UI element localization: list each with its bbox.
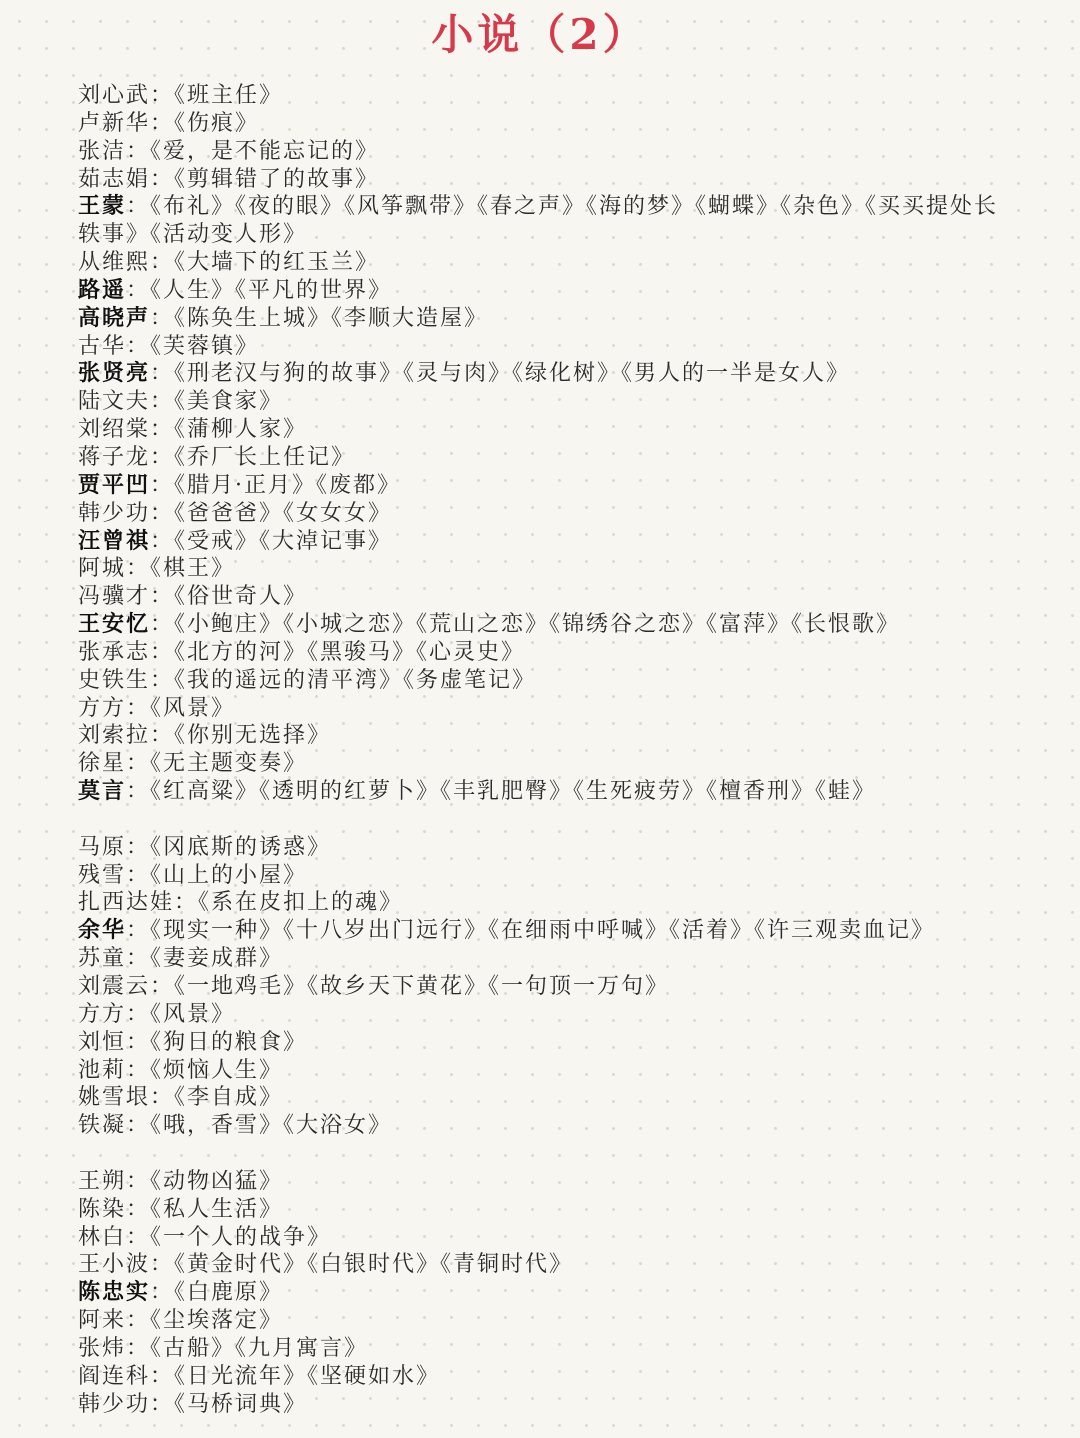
- colon-separator: ：: [126, 918, 151, 944]
- author-entry: [78, 778, 1010, 806]
- works-list: 《哦，香雪》《大浴女》: [150, 1113, 393, 1139]
- works-list: 《动物凶猛》: [150, 1168, 284, 1194]
- colon-separator: ：: [126, 1001, 151, 1027]
- colon-separator: ：: [150, 1363, 175, 1389]
- colon-separator: ：: [150, 500, 175, 526]
- author-name: 茹志娟: [78, 166, 151, 192]
- author-name: 林白: [78, 1224, 127, 1250]
- author-name: 阿来: [78, 1308, 127, 1334]
- colon-separator: ：: [126, 946, 151, 972]
- author-name: 徐星: [78, 751, 127, 777]
- colon-separator: ：: [150, 166, 175, 192]
- works-list: 《腊月·正月》《废都》: [174, 472, 402, 498]
- author-name: 刘绍棠: [78, 417, 151, 443]
- works-list: 《红高粱》《透明的红萝卜》《丰乳肥臀》《生死疲劳》《檀香刑》《蛙》: [150, 779, 877, 805]
- section-gap: [78, 806, 1010, 834]
- colon-separator: ：: [126, 194, 151, 220]
- author-entry: [78, 82, 1010, 110]
- works-list: 《爸爸爸》《女女女》: [174, 500, 393, 526]
- author-name: 残雪: [78, 862, 127, 888]
- works-list: 《美食家》: [174, 389, 284, 415]
- author-name: 姚雪垠: [78, 1085, 151, 1111]
- works-list: 《你别无选择》: [174, 723, 332, 749]
- author-entry: [78, 834, 1010, 862]
- page-title: 小说（2）: [431, 10, 649, 59]
- works-list: 《马桥词典》: [174, 1391, 308, 1417]
- author-entry: [78, 1084, 1010, 1112]
- author-name: 韩少功: [78, 1391, 151, 1417]
- colon-separator: ：: [126, 862, 151, 888]
- colon-separator: ：: [126, 556, 151, 582]
- author-entry: [78, 277, 1010, 305]
- colon-separator: ：: [150, 974, 175, 999]
- author-entry: [78, 305, 1010, 333]
- author-name: 陈忠实: [78, 1279, 151, 1306]
- works-list: 《狗日的粮食》: [150, 1029, 308, 1055]
- works-list: 《乔厂长上任记》: [174, 444, 356, 470]
- author-name: 苏童: [78, 946, 127, 972]
- colon-separator: ：: [150, 1252, 175, 1278]
- author-entry: [78, 528, 1010, 556]
- author-entry: [78, 889, 1010, 917]
- colon-separator: ：: [150, 444, 175, 470]
- author-entry: [78, 1391, 1010, 1419]
- works-list: 《受戒》《大淖记事》: [174, 528, 393, 554]
- works-list: 《蒲柳人家》: [174, 417, 308, 443]
- author-name: 张炜: [78, 1335, 127, 1361]
- colon-separator: ：: [150, 1391, 175, 1417]
- colon-separator: ：: [126, 751, 151, 777]
- author-name: 铁凝: [78, 1113, 127, 1139]
- author-name: 马原: [78, 834, 127, 860]
- author-entry: [78, 500, 1010, 528]
- works-list: 《李自成》: [174, 1085, 284, 1111]
- colon-separator: ：: [126, 1113, 151, 1139]
- author-name: 方方: [78, 1001, 127, 1027]
- colon-separator: ：: [150, 389, 175, 415]
- author-entry: [78, 1251, 1010, 1279]
- colon-separator: ：: [174, 890, 199, 916]
- colon-separator: ：: [126, 834, 151, 860]
- colon-separator: ：: [126, 1335, 151, 1361]
- author-name: 阿城: [78, 556, 127, 582]
- colon-separator: ：: [150, 723, 175, 749]
- author-entry: [78, 1363, 1010, 1391]
- author-entry: [78, 1279, 1010, 1307]
- author-entry: [78, 388, 1010, 416]
- works-list: 《一个人的战争》: [150, 1224, 332, 1250]
- author-name: 池莉: [78, 1057, 127, 1083]
- works-list: 《无主题变奏》: [150, 751, 308, 777]
- works-list: 《私人生活》: [150, 1196, 284, 1222]
- works-list: 《爱，是不能忘记的》: [150, 138, 380, 164]
- colon-separator: ：: [126, 138, 151, 164]
- author-name: 余华: [78, 917, 127, 944]
- author-entry: [78, 750, 1010, 778]
- colon-separator: ：: [126, 1029, 151, 1055]
- author-entry: [78, 722, 1010, 750]
- author-name: 陈染: [78, 1196, 127, 1222]
- works-list: 《烦恼人生》: [150, 1057, 284, 1083]
- colon-separator: ：: [150, 83, 175, 108]
- works-list: 《芙蓉镇》: [150, 333, 260, 359]
- author-name: 王蒙: [78, 193, 127, 220]
- author-entry: [78, 1196, 1010, 1224]
- author-name: 古华: [78, 333, 127, 359]
- author-name: 王安忆: [78, 611, 151, 638]
- works-list: 《现实一种》《十八岁出门远行》《在细雨中呼喊》《活着》《许三观卖血记》: [150, 918, 936, 944]
- author-name: 王小波: [78, 1252, 151, 1278]
- section-gap: [78, 1140, 1010, 1168]
- works-list: 《冈底斯的诱惑》: [150, 834, 332, 860]
- works-list: 《班主任》: [174, 83, 284, 108]
- author-entry: [78, 249, 1010, 277]
- colon-separator: ：: [126, 695, 151, 721]
- author-entry: [78, 973, 1010, 1001]
- author-name: 刘震云: [78, 974, 151, 999]
- works-list: 《妻妾成群》: [150, 946, 284, 972]
- author-entry: [78, 695, 1010, 723]
- author-name: 蒋子龙: [78, 444, 151, 470]
- author-name: 路遥: [78, 276, 127, 303]
- author-name: 方方: [78, 695, 127, 721]
- author-entry: [78, 193, 1010, 249]
- colon-separator: ：: [150, 584, 175, 610]
- colon-separator: ：: [126, 779, 151, 805]
- colon-separator: ：: [126, 1057, 151, 1083]
- author-entry: [78, 945, 1010, 973]
- novel-list: [0, 82, 1080, 1419]
- works-list: 《一地鸡毛》《故乡天下黄花》《一句顶一万句》: [174, 974, 670, 999]
- author-name: 张洁: [78, 138, 127, 164]
- author-name: 刘恒: [78, 1029, 127, 1055]
- colon-separator: ：: [150, 250, 175, 276]
- works-list: 《我的遥远的清平湾》《务虚笔记》: [174, 667, 537, 693]
- author-entry: [78, 110, 1010, 138]
- author-entry: [78, 416, 1010, 444]
- author-entry: [78, 555, 1010, 583]
- author-entry: [78, 138, 1010, 166]
- author-entry: [78, 1001, 1010, 1029]
- works-list: 《尘埃落定》: [150, 1308, 284, 1334]
- colon-separator: ：: [150, 472, 175, 498]
- author-entry: [78, 472, 1010, 500]
- colon-separator: ：: [150, 417, 175, 443]
- author-name: 阎连科: [78, 1363, 151, 1389]
- works-list: 《棋王》: [150, 556, 236, 582]
- colon-separator: ：: [150, 305, 175, 331]
- colon-separator: ：: [150, 1280, 175, 1306]
- colon-separator: ：: [150, 612, 175, 638]
- works-list: 《日光流年》《坚硬如水》: [174, 1363, 441, 1389]
- colon-separator: ：: [150, 528, 175, 554]
- author-entry: [78, 444, 1010, 472]
- author-name: 王朔: [78, 1168, 127, 1194]
- colon-separator: ：: [150, 639, 175, 665]
- author-name: 高晓声: [78, 304, 151, 331]
- author-entry: [78, 166, 1010, 194]
- works-list: 《陈奂生上城》《李顺大造屋》: [174, 305, 489, 331]
- works-list: 《刑老汉与狗的故事》《灵与肉》《绿化树》《男人的一半是女人》: [174, 361, 851, 387]
- author-entry: [78, 360, 1010, 388]
- colon-separator: ：: [150, 667, 175, 693]
- works-list: 《山上的小屋》: [150, 862, 308, 888]
- author-name: 张贤亮: [78, 360, 151, 387]
- works-list: 《人生》《平凡的世界》: [150, 277, 393, 303]
- colon-separator: ：: [126, 1224, 151, 1250]
- works-list: 《伤痕》: [174, 110, 260, 136]
- works-list: 《大墙下的红玉兰》: [174, 250, 380, 276]
- author-entry: [78, 1307, 1010, 1335]
- colon-separator: ：: [126, 1196, 151, 1222]
- works-list: 《俗世奇人》: [174, 584, 308, 610]
- author-entry: [78, 1029, 1010, 1057]
- works-list: 《白鹿原》: [174, 1280, 284, 1306]
- works-list: 《古船》《九月寓言》: [150, 1335, 369, 1361]
- author-entry: [78, 1335, 1010, 1363]
- author-name: 史铁生: [78, 667, 151, 693]
- colon-separator: ：: [150, 1085, 175, 1111]
- works-list: 《小鲍庄》《小城之恋》《荒山之恋》《锦绣谷之恋》《富萍》《长恨歌》: [174, 612, 901, 638]
- author-name: 汪曾祺: [78, 527, 151, 554]
- author-entry: [78, 667, 1010, 695]
- author-entry: [78, 1168, 1010, 1196]
- author-entry: [78, 1112, 1010, 1140]
- author-name: 冯骥才: [78, 584, 151, 610]
- colon-separator: ：: [150, 110, 175, 136]
- author-name: 韩少功: [78, 500, 151, 526]
- author-name: 刘索拉: [78, 723, 151, 749]
- colon-separator: ：: [126, 1308, 151, 1334]
- author-name: 扎西达娃: [78, 890, 175, 916]
- author-name: 张承志: [78, 639, 151, 665]
- author-name: 从维熙: [78, 250, 151, 276]
- author-name: 陆文夫: [78, 389, 151, 415]
- author-entry: [78, 333, 1010, 361]
- author-name: 卢新华: [78, 110, 151, 136]
- colon-separator: ：: [126, 1168, 151, 1194]
- works-list: 《布礼》《夜的眼》《风筝飘带》《春之声》《海的梦》《蝴蝶》《杂色》《买买提处长轶事》《活动变人形》: [78, 194, 999, 248]
- author-entry: [78, 611, 1010, 639]
- works-list: 《黄金时代》《白银时代》《青铜时代》: [174, 1252, 574, 1278]
- works-list: 《剪辑错了的故事》: [174, 166, 380, 192]
- author-entry: [78, 583, 1010, 611]
- author-entry: [78, 1057, 1010, 1085]
- colon-separator: ：: [126, 277, 151, 303]
- works-list: 《风景》: [150, 1001, 236, 1027]
- works-list: 《北方的河》《黑骏马》《心灵史》: [174, 639, 526, 665]
- author-entry: [78, 639, 1010, 667]
- author-name: 刘心武: [78, 83, 151, 108]
- colon-separator: ：: [126, 333, 151, 359]
- author-entry: [78, 1224, 1010, 1252]
- colon-separator: ：: [150, 361, 175, 387]
- works-list: 《风景》: [150, 695, 236, 721]
- author-name: 贾平凹: [78, 471, 151, 498]
- author-name: 莫言: [78, 778, 127, 805]
- author-entry: [78, 917, 1010, 945]
- author-entry: [78, 862, 1010, 890]
- works-list: 《系在皮扣上的魂》: [198, 890, 404, 916]
